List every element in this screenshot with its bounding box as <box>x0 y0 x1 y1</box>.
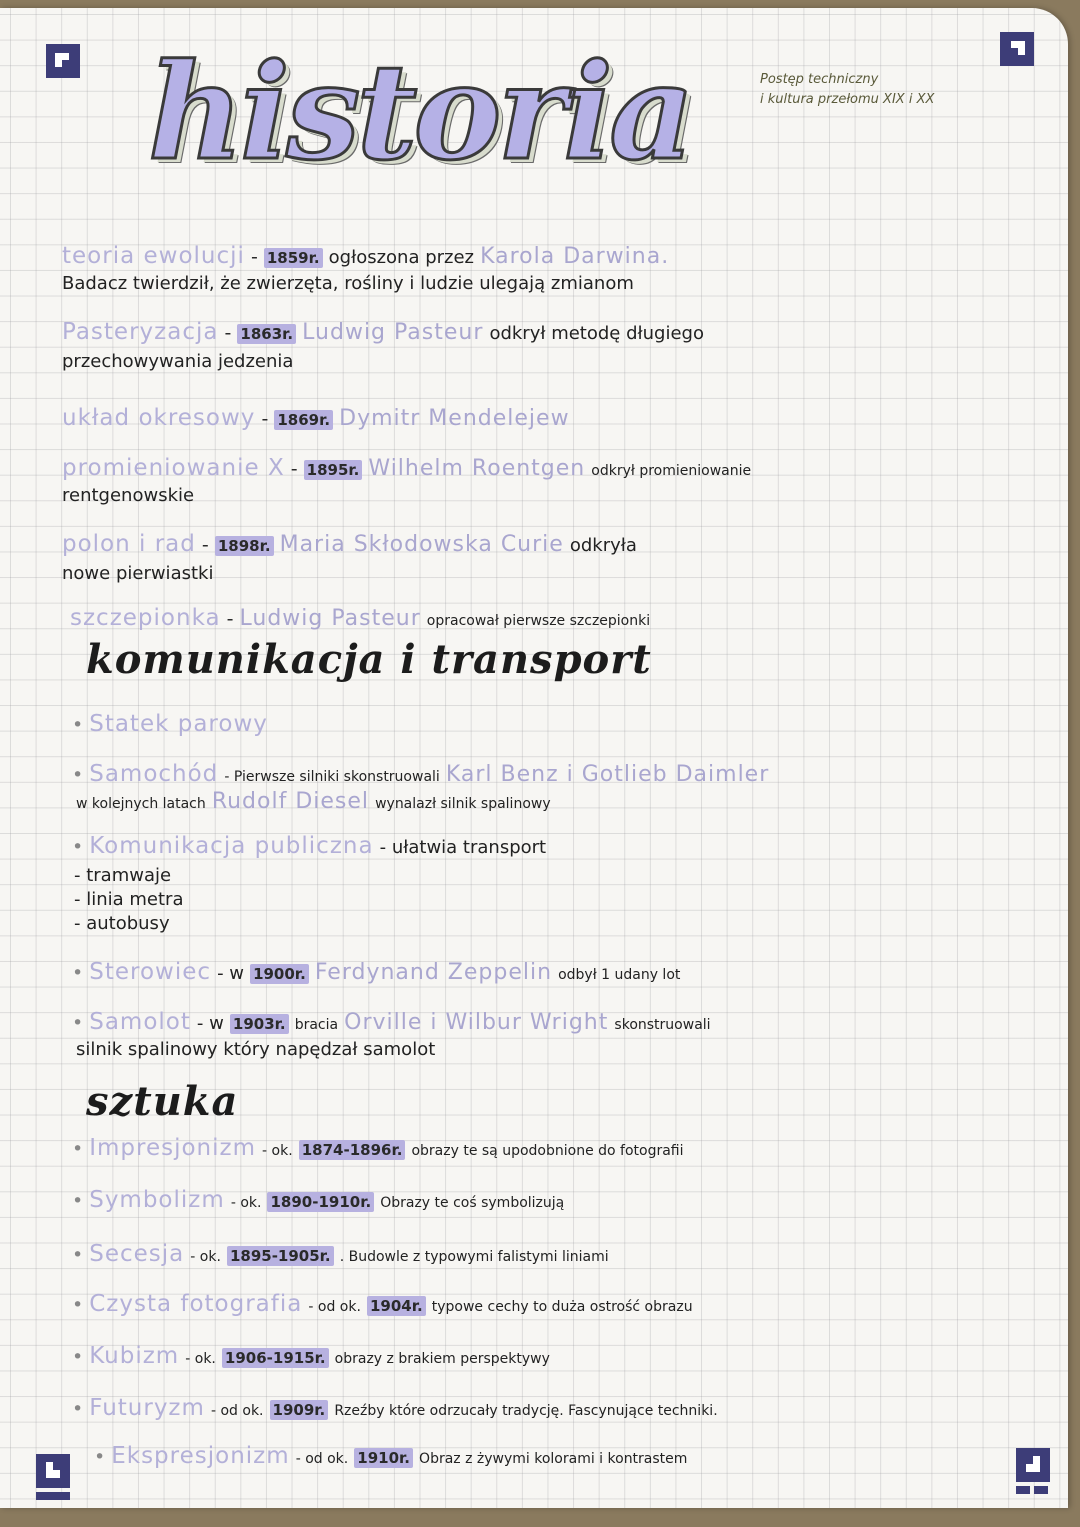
section-heading-transport: komunikacja i transport <box>86 636 652 683</box>
transport-item: • Samolot - w 1903r. bracia Orville i Wilbur Wright skonstruowali <box>72 1009 711 1035</box>
art-item: • Kubizm - ok. 1906-1915r. obrazy z brakiem perspektywy <box>72 1343 550 1369</box>
science-entry: teoria ewolucji - 1859r. ogłoszona przez Karola Darwina. <box>62 243 670 269</box>
transport-item: • Komunikacja publiczna - ułatwia transport <box>72 833 547 859</box>
science-entry: Pasteryzacja - 1863r. Ludwig Pasteur odkrył metodę długiego <box>62 319 704 345</box>
transport-item: • Sterowiec - w 1900r. Ferdynand Zeppelin odbył 1 udany lot <box>72 959 681 985</box>
art-item: • Futuryzm - od ok. 1909r. Rzeźby które odrzucały tradycję. Fascynujące techniki. <box>72 1395 718 1421</box>
science-entry: promieniowanie X - 1895r. Wilhelm Roentgen odkrył promieniowanie <box>62 455 752 481</box>
corner-marker-top-right <box>1000 32 1034 66</box>
notebook-page: historia Postęp techniczny i kultura przełomu XIX i XX teoria ewolucji - 1859r. ogłoszona przez Karola Darwina. Badacz twierdził, że zwierzęta, rośliny i ludzie ulegają zmianom Pasteryzacja - 1863r. Ludwig Pasteur odkrył metodę długiego przechowywania jedzenia układ okresowy - 1869r. Dymitr Mendelejew promieniowanie X - 1895r. Wilhelm Roentgen odkrył promieniowanie rentgenowskie polon i rad - 1898r. Maria Skłodowska Curie odkryła nowe pierwiastki szczepionka - Ludwig Pasteur opracował pierwsze szczepionki komunikacja i transport • Statek parowy • Samochód - Pierwsze silniki skonstruowali Karl Benz i Gotlieb Daimler w kolejnych latach Rudolf Diesel wynalazł silnik spalinowy • Komunikacja publiczna - ułatwia transport - tramwaje - linia metra - autobusy • Sterowiec - w 1900r. Ferdynand Zeppelin odbył 1 udany lot • Samolot - w 1903r. bracia Orville i Wilbur Wright skonstruowali silnik spalinowy który napędzał samolot sztuka • Impresjonizm - ok. 1874-1896r. obrazy te są upodobnione do fotografii • Symbolizm - ok. 1890-1910r. Obrazy te coś symbolizują • Secesja - ok. 1895-1905r. . Budowle z typowymi falistymi liniami • Czysta fotografia - od ok. 1904r. typowe cechy to duża ostrość obrazu • Kubizm - ok. 1906-1915r. obrazy z brakiem perspektywy • Futuryzm - od ok. 1909r. Rzeźby które odrzucały tradycję. Fascynujące techniki. • Ekspresjonizm - od ok. 1910r. Obraz z żywymi kolorami i kontrastem <box>0 8 1068 1508</box>
transport-item: • Statek parowy <box>72 711 268 737</box>
corner-marker-bottom-right <box>1016 1448 1050 1482</box>
art-item: • Czysta fotografia - od ok. 1904r. typowe cechy to duża ostrość obrazu <box>72 1291 693 1317</box>
corner-marker-bar <box>1034 1486 1048 1494</box>
transport-item: • Samochód - Pierwsze silniki skonstruowali Karl Benz i Gotlieb Daimler <box>72 761 770 787</box>
science-entry: polon i rad - 1898r. Maria Skłodowska Curie odkryła <box>62 531 637 557</box>
section-heading-art: sztuka <box>86 1078 239 1125</box>
science-entry: układ okresowy - 1869r. Dymitr Mendelejew <box>62 405 570 431</box>
corner-marker-bar <box>36 1492 70 1500</box>
page-subtitle: Postęp techniczny i kultura przełomu XIX i XX <box>760 72 935 107</box>
art-item: • Secesja - ok. 1895-1905r. . Budowle z typowymi falistymi liniami <box>72 1241 609 1267</box>
science-entry: szczepionka - Ludwig Pasteur opracował pierwsze szczepionki <box>70 605 651 631</box>
corner-marker-bottom-left <box>36 1454 70 1488</box>
page-title: historia <box>148 35 691 190</box>
art-item: • Impresjonizm - ok. 1874-1896r. obrazy te są upodobnione do fotografii <box>72 1135 684 1161</box>
corner-marker-bar <box>1016 1486 1030 1494</box>
art-item: • Ekspresjonizm - od ok. 1910r. Obraz z żywymi kolorami i kontrastem <box>94 1443 688 1469</box>
corner-marker-top-left <box>46 44 80 78</box>
art-item: • Symbolizm - ok. 1890-1910r. Obrazy te coś symbolizują <box>72 1187 565 1213</box>
